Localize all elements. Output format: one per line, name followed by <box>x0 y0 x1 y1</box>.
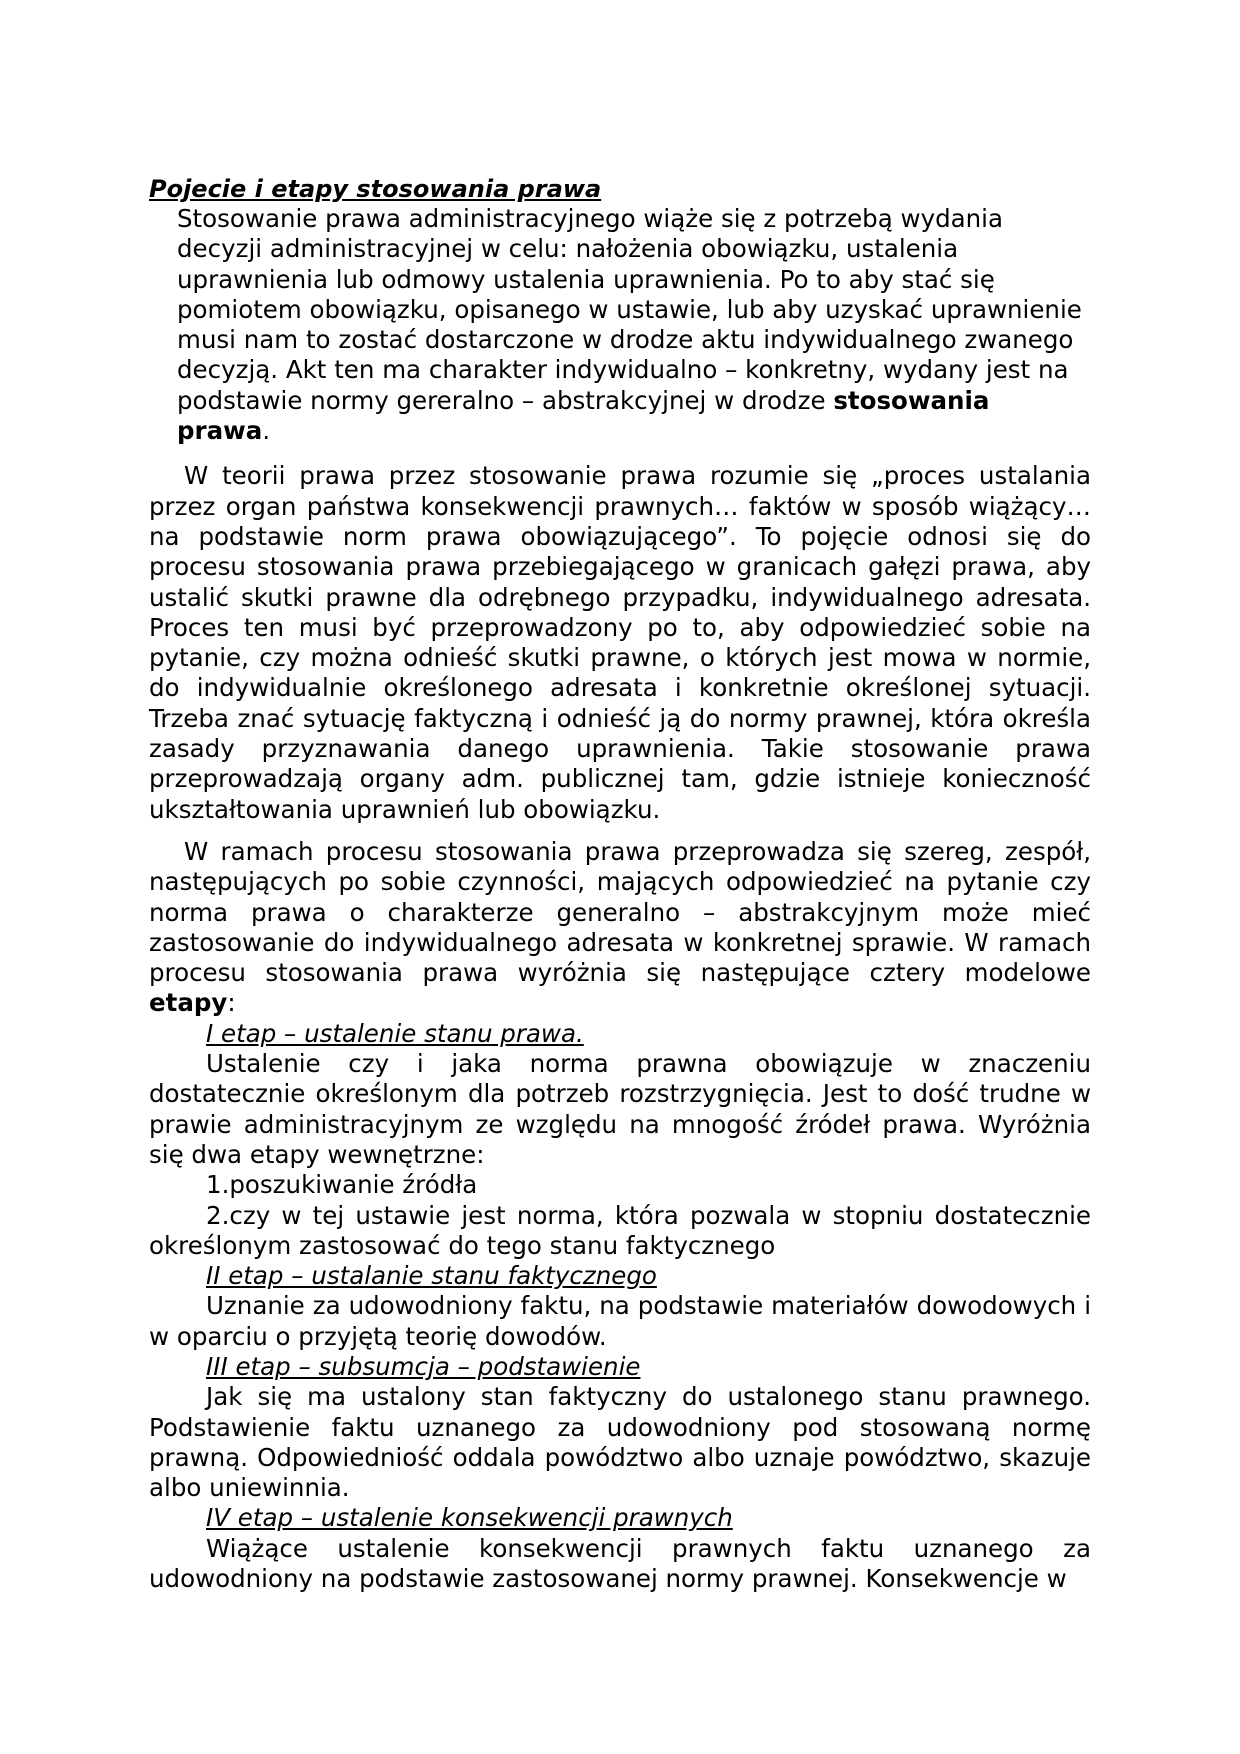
stage-2 <box>149 1261 1091 1352</box>
process-text: W ramach procesu stosowania prawa przeprowadza się szereg, zespół, następujących po sobie czynności, mających odpowiedzieć na pytanie czy norma prawa o charakterze generalno – abstrakcyjnym może mieć zastosowanie do indywidualnego adresata w konkretnej sprawie. W ramach procesu stosowania prawa wyróżnia się następujące cztery modelowe <box>149 836 1091 988</box>
stage-body: Jak się ma ustalony stan faktyczny do ustalonego stanu prawnego. Podstawienie faktu uznanego za udowodniony pod stosowaną normę prawną. Odpowiedniość oddala powództwo albo uznaje powództwo, skazuje albo uniewinnia. <box>149 1382 1091 1503</box>
intro-paragraph <box>177 204 1091 446</box>
stage-4 <box>149 1503 1091 1594</box>
stage-heading: II etap – ustalanie stanu faktycznego <box>206 1261 657 1291</box>
stage-heading: I etap – ustalenie stanu prawa. <box>206 1018 584 1048</box>
stage-body: Uznanie za udowodniony faktu, na podstawie materiałów dowodowych i w oparciu o przyjętą teorię dowodów. <box>149 1291 1091 1351</box>
process-bold-term: etapy <box>149 988 228 1018</box>
document-content <box>149 174 1091 1594</box>
list-item: 2.czy w tej ustawie jest norma, która pozwala w stopniu dostatecznie określonym zastosować do tego stanu faktycznego <box>149 1200 1091 1260</box>
intro-text: Stosowanie prawa administracyjnego wiąże się z potrzebą wydania decyzji administracyjnej w celu: nałożenia obowiązku, ustalenia uprawnienia lub odmowy ustalenia uprawnienia. Po to aby stać się pomiotem obowiązku, opisanego w ustawie, lub aby uzyskać uprawnienie musi nam to zostać dostarczone w drodze aktu indywidualnego zwanego decyzją. Akt ten ma charakter indywidualno – konkretny, wydany jest na podstawie normy gereralno – abstrakcyjnej w drodze <box>177 204 1082 415</box>
document-title: Pojecie i etapy stosowania prawa <box>149 175 602 203</box>
stage-heading: III etap – subsumcja – podstawienie <box>206 1351 641 1381</box>
stage-1 <box>149 1019 1091 1261</box>
stage-heading: IV etap – ustalenie konsekwencji prawnych <box>206 1503 733 1533</box>
intro-text-end: . <box>262 416 271 446</box>
list-item: 1.poszukiwanie źródła <box>206 1170 478 1200</box>
process-text-end: : <box>227 988 236 1018</box>
stage-body: Ustalenie czy i jaka norma prawna obowiązuje w znaczeniu dostatecznie określonym dla potrzeb rozstrzygnięcia. Jest to dość trudne w prawie administracyjnym ze względu na mnogość źródeł prawa. Wyróżnia się dwa etapy wewnętrzne: <box>149 1049 1091 1169</box>
intro-bold-term: stosowania prawa <box>177 385 990 446</box>
stage-body: Wiążące ustalenie konsekwencji prawnych faktu uznanego za udowodniony na podstawie zastosowanej normy prawnej. Konsekwencje w <box>149 1533 1091 1594</box>
process-paragraph <box>149 837 1091 1019</box>
theory-paragraph: W teorii prawa przez stosowanie prawa rozumie się „proces ustalania przez organ państwa konsekwencji prawnych… faktów w sposób wiążący… na podstawie norm prawa obowiązującego”. To pojęcie odnosi się do procesu stosowania prawa przebiegającego w granicach gałęzi prawa, aby ustalić skutki prawne dla odrębnego przypadku, indywidualnego adresata. Proces ten musi być przeprowadzony po to, aby odpowiedzieć sobie na pytanie, czy można odnieść skutki prawne, o których jest mowa w normie, do indywidualnie określonego adresata i konkretnie określonej sytuacji. Trzeba znać sytuację faktyczną i odnieść ją do normy prawnej, która określa zasady przyznawania danego uprawnienia. Takie stosowanie prawa przeprowadzają organy adm. publicznej tam, gdzie istnieje konieczność ukształtowania uprawnień lub obowiązku. <box>149 461 1091 824</box>
stage-3 <box>149 1352 1091 1503</box>
